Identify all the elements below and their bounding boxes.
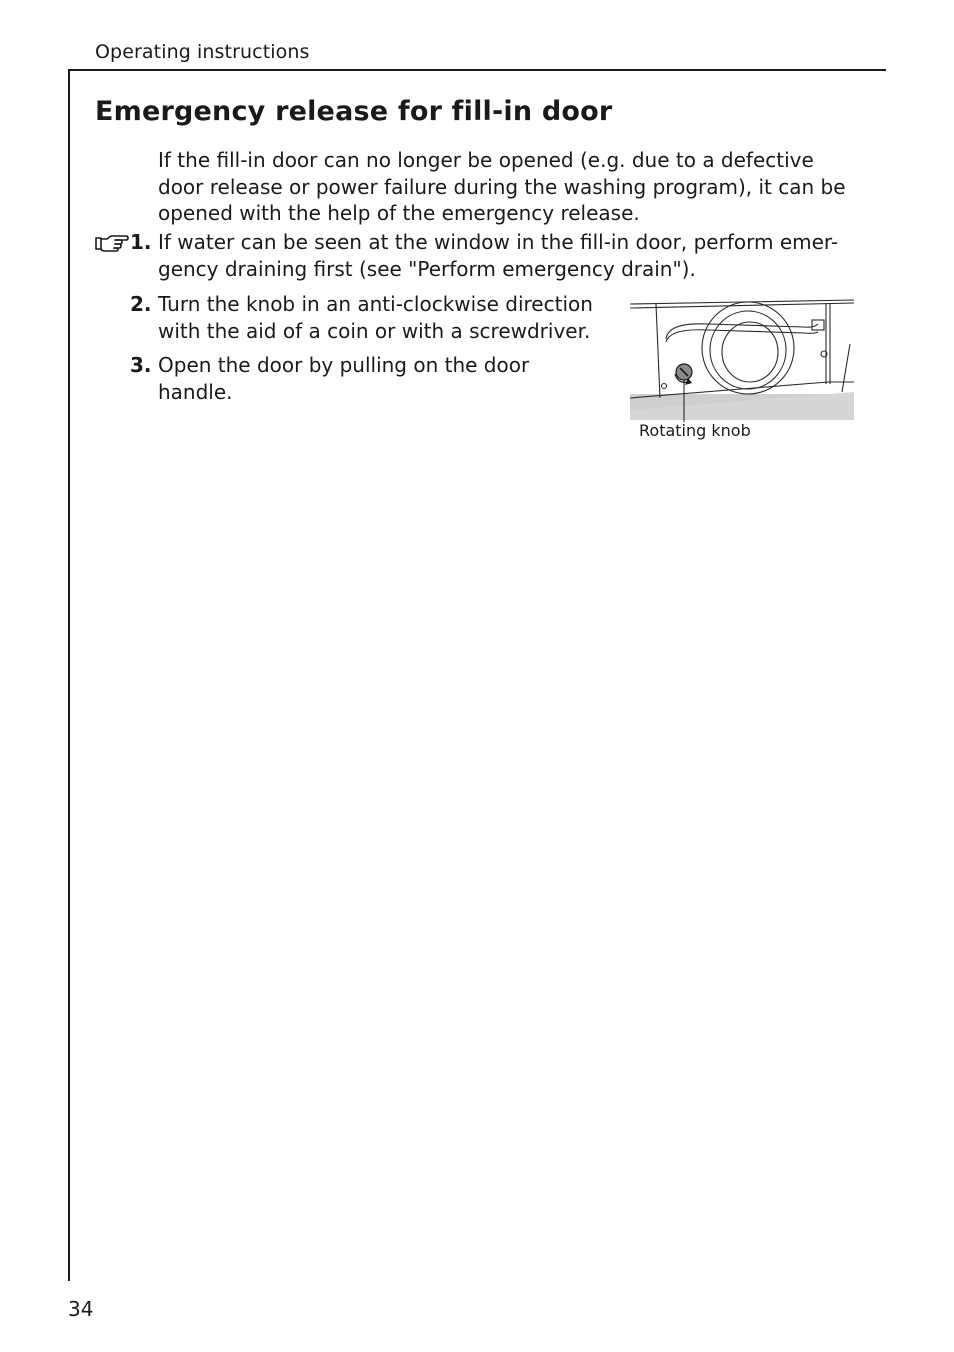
pointing-hand-icon bbox=[95, 234, 129, 252]
margin-rule bbox=[68, 69, 70, 1281]
step-1 bbox=[130, 229, 858, 282]
emergency-release-illustration bbox=[628, 294, 856, 422]
step-text: Open the door by pulling on the door handle. bbox=[158, 353, 530, 404]
step-number: 1. bbox=[130, 230, 152, 254]
step-text: If water can be seen at the window in the fill-in door, perform emer-gency draining first (see "Perform emergency drain"). bbox=[158, 230, 839, 281]
running-header: Operating instructions bbox=[95, 41, 310, 63]
figure-caption: Rotating knob bbox=[639, 421, 751, 440]
page-number: 34 bbox=[68, 1297, 94, 1321]
step-3 bbox=[130, 352, 558, 405]
intro-paragraph: If the fill-in door can no longer be opened (e.g. due to a defective door release or power failure during the washing program), it can be opened with the help of the emergency release. bbox=[158, 148, 846, 225]
step-2 bbox=[130, 291, 608, 344]
section-title: Emergency release for fill-in door bbox=[95, 96, 613, 127]
step-text: Turn the knob in an anti-clockwise direction with the aid of a coin or with a screwdriver. bbox=[158, 292, 593, 343]
header-rule bbox=[68, 69, 886, 71]
step-number: 3. bbox=[130, 353, 152, 377]
step-number: 2. bbox=[130, 292, 152, 316]
